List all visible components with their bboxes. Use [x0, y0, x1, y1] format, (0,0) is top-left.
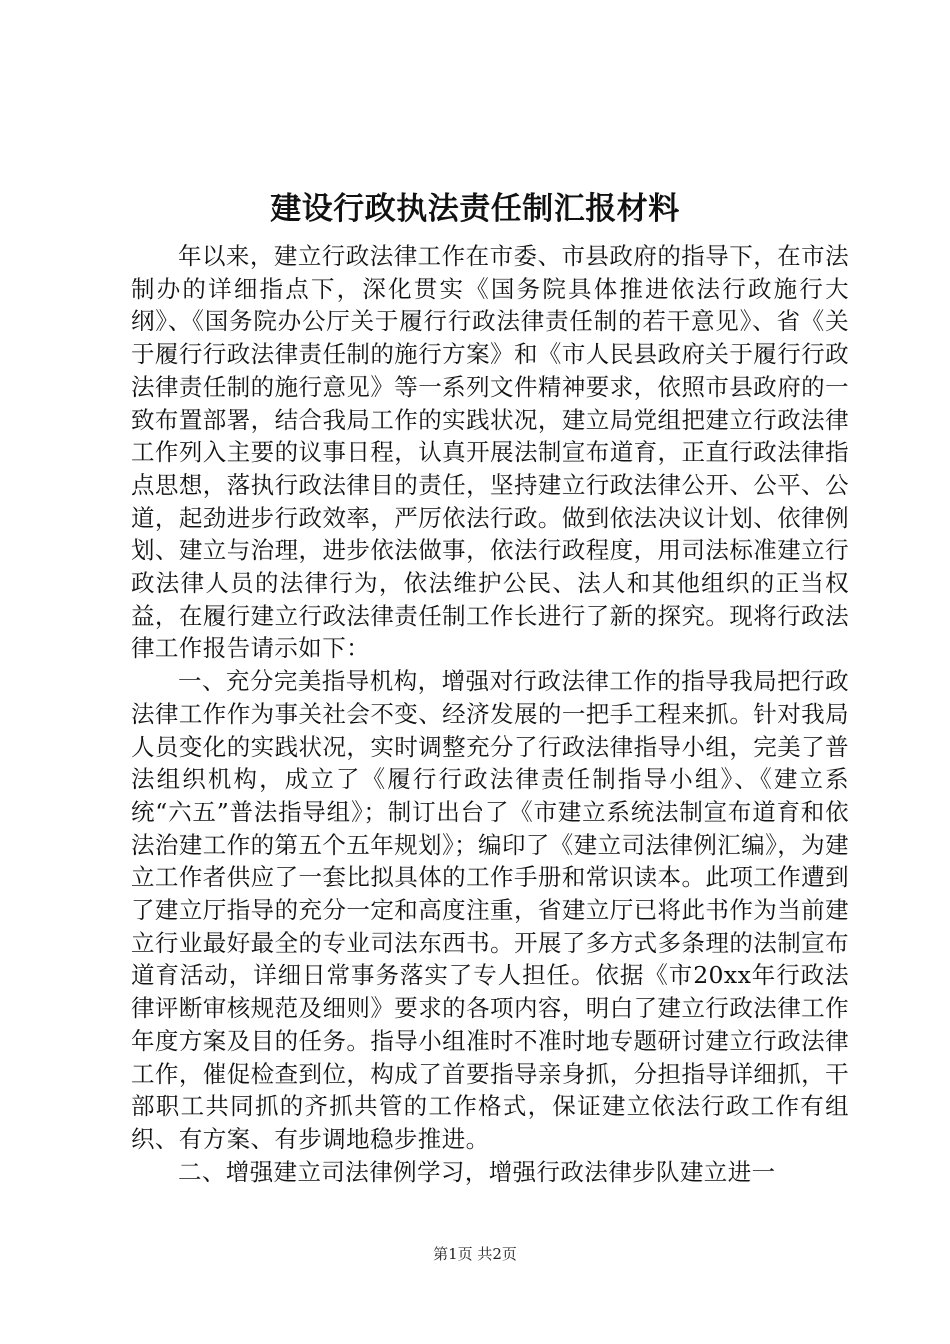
- paragraph-section-2: 二、增强建立司法律例学习，增强行政法律步队建立进一: [178, 1157, 776, 1186]
- document-title: 建设行政执法责任制汇报材料: [270, 191, 680, 227]
- paragraph-intro: 年以来，建立行政法律工作在市委、市县政府的指导下，在市法制办的详细指点下，深化贯实《国务院具体推进依法行政施行大纲》、《国务院办公厅关于履行行政法律责任制的若干意见》、省《关于履行行政法律责任制的施行方案》和《市人民县政府关于履行行政法律责任制的施行意见》等一系列文件精神要求，依照市县政府的一致布置部署，结合我局工作的实践状况，建立局党组把建立行政法律工作列入主要的议事日程，认真开展法制宣布道育，正直行政法律指点思想，落执行政法律目的责任，坚持建立行政法律公开、公平、公道，起劲进步行政效率，严厉依法行政。做到依法决议计划、依律例划、建立与治理，进步依法做事，依法行政程度，用司法标准建立行政法律人员的法律行为，依法维护公民、法人和其他组织的正当权益，在履行建立行政法律责任制工作长进行了新的探究。现将行政法律工作报告请示如下：: [131, 242, 849, 663]
- paragraph-section-1: 一、充分完美指导机构，增强对行政法律工作的指导我局把行政法律工作作为事关社会不变、经济发展的一把手工程来抓。针对我局人员变化的实践状况，实时调整充分了行政法律指导小组，完美了普法组织机构，成立了《履行行政法律责任制指导小组》、《建立系统“六五”普法指导组》；制订出台了《市建立系统法制宣布道育和依法治建工作的第五个五年规划》；编印了《建立司法律例汇编》，为建立工作者供应了一套比拟具体的工作手册和常识读本。此项工作遭到了建立厅指导的充分一定和高度注重，省建立厅已将此书作为当前建立行业最好最全的专业司法东西书。开展了多方式多条理的法制宣布道育活动，详细日常事务落实了专人担任。依据《市20xx年行政法律评断审核规范及细则》要求的各项内容，明白了建立行政法律工作年度方案及目的任务。指导小组准时不准时地专题研讨建立行政法律工作，催促检查到位，构成了首要指导亲身抓，分担指导详细抓，干部职工共同抓的齐抓共管的工作格式，保证建立依法行政工作有组织、有方案、有步调地稳步推进。: [131, 667, 849, 1153]
- document-body: [131, 240, 849, 1188]
- page-number-footer: 第1页 共2页: [433, 1245, 517, 1263]
